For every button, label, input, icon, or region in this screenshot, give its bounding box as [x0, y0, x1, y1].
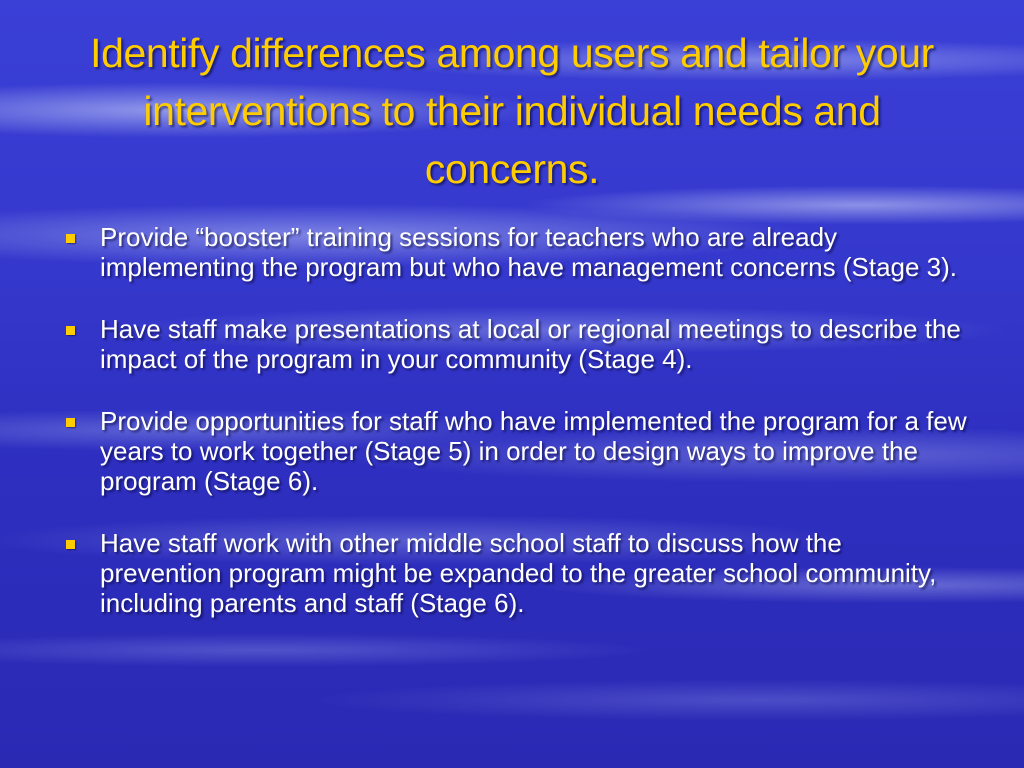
square-bullet-icon	[66, 418, 75, 427]
bullet-item	[60, 222, 970, 282]
square-bullet-icon	[66, 326, 75, 335]
bullet-text: Have staff make presentations at local or regional meetings to describe the impact of the program in your community (Stage 4).	[100, 314, 961, 374]
bullet-text: Provide “booster” training sessions for teachers who are already implementing the program but who have management concerns (Stage 3).	[100, 222, 958, 282]
bullet-item	[60, 314, 970, 374]
bullet-text: Provide opportunities for staff who have implemented the program for a few years to work together (Stage 5) in order to design ways to improve the program (Stage 6).	[100, 406, 967, 496]
square-bullet-icon	[66, 540, 75, 549]
bullet-item	[60, 406, 970, 496]
square-bullet-icon	[66, 234, 75, 243]
slide-title: Identify differences among users and tailor your interventions to their individual needs and concerns.	[90, 30, 934, 192]
bullet-text: Have staff work with other middle school staff to discuss how the prevention program might be expanded to the greater school community, including parents and staff (Stage 6).	[100, 528, 937, 618]
bullet-item	[60, 528, 970, 618]
bullet-list	[60, 222, 970, 650]
